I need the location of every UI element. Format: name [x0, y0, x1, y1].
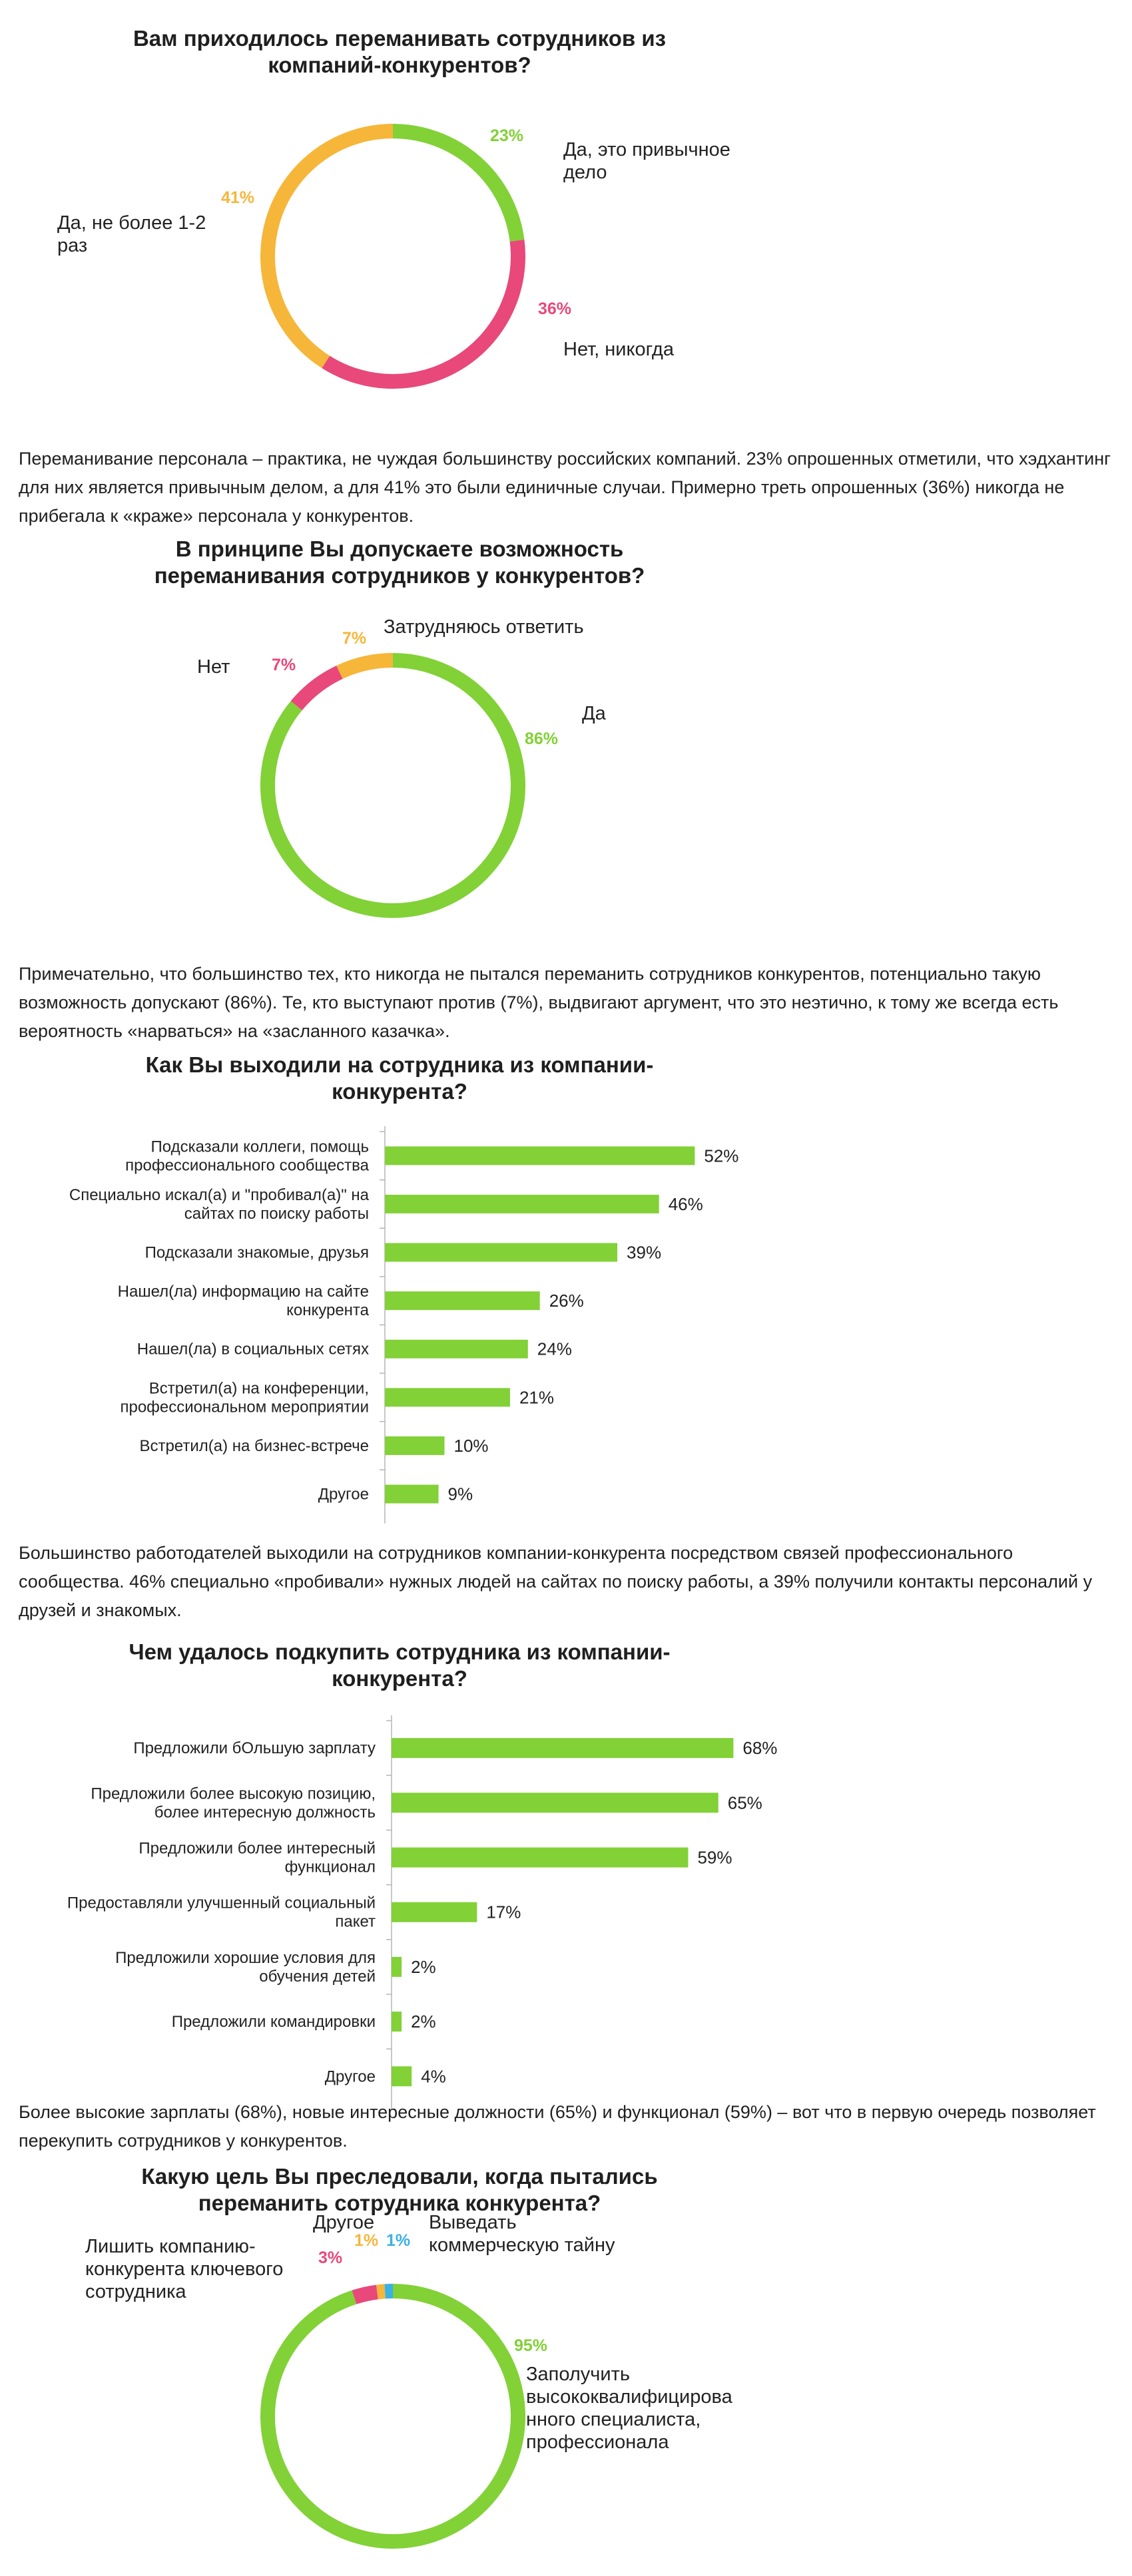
chart2-slice-pct: 7% — [342, 629, 367, 648]
bar-category-label: Встретил(а) на конференции, профессиональном мероприятии — [120, 1379, 369, 1416]
chart5-slice-label: Выведать коммерческую тайну — [429, 2212, 615, 2256]
bar-value-label: 39% — [627, 1242, 662, 1263]
donut-slice-2 — [354, 2292, 378, 2297]
bar-category-label: Специально искал(а) и "пробивал(а)" на сайтах по поиску работы — [69, 1185, 369, 1223]
bar-value-label: 9% — [447, 1484, 473, 1504]
chart5-title: Какую цель Вы преследовали, когда пытались переманить сотрудника конкурента? — [141, 2164, 658, 2215]
bar-value-label: 59% — [697, 1847, 732, 1868]
bar-category-label: Другое — [324, 2067, 376, 2086]
chart5-slice-label: Заполучить высококвалифицирова нного специалиста, профессионала — [526, 2364, 732, 2453]
bar-value-label: 10% — [453, 1435, 489, 1456]
bar-category-label: Другое — [318, 1485, 369, 1504]
bar-category-label: Предложили более высокую позицию, более интересную должность — [91, 1785, 376, 1822]
chart1-title: Вам приходилось переманивать сотрудников из компаний-конкурентов? — [133, 26, 667, 77]
bar-category-label: Предложили более интересный функционал — [139, 1839, 376, 1876]
chart5-slice-pct: 1% — [386, 2231, 411, 2250]
bar-category-label: Нашел(ла) информацию на сайте конкурента — [117, 1283, 369, 1320]
donut-slice-1 — [268, 2291, 518, 2541]
bar-category-label: Нашел(ла) в социальных сетях — [137, 1340, 369, 1359]
bar-category-label: Предложили бОльшую зарплату — [133, 1739, 376, 1758]
bar-value-label: 2% — [411, 2012, 436, 2032]
bar-value-label: 4% — [421, 2066, 446, 2087]
chart5-slice-label: Лишить компанию- конкурента ключевого сотрудника — [85, 2236, 284, 2302]
bar-category-label: Предоставляли улучшенный социальный пакет — [67, 1894, 376, 1931]
paragraph-2: Примечательно, что большинство тех, кто никогда не пытался переманить сотрудников конкурентов, потенциально такую возможность допускают (86%). Те, кто выступают против (7%), выдвигают аргумент, что это неэтично, к тому же всегда есть вероятность «нарваться» на «засланного казачка». — [19, 964, 1059, 1041]
bar-value-label: 26% — [549, 1291, 584, 1311]
chart1-slice-pct: 36% — [538, 300, 572, 318]
bar-value-label: 52% — [704, 1146, 739, 1166]
chart5-slice-pct: 3% — [318, 2249, 343, 2267]
chart1-slice-label: Да, это привычное дело — [563, 139, 730, 183]
bar-value-label: 21% — [519, 1387, 554, 1408]
bar-category-label: Подсказали коллеги, помощь профессионального сообщества — [125, 1138, 369, 1175]
paragraph-3: Большинство работодателей выходили на сотрудников компании-конкурента посредством связей профессионального сообщества. 46% специально «пробивали» нужных людей на сайтах по поиску работы, а 39% получили контакты персоналий у друзей и знакомых. — [19, 1543, 1093, 1620]
paragraph-1: Переманивание персонала – практика, не чуждая большинству российских компаний. 23% опрошенных отметили, что хэдхантинг для них является привычным делом, а для 41% это были единичные случаи. Примерно треть опрошенных (36%) никогда не прибегала к «краже» персонала у конкурентов. — [19, 449, 1111, 526]
bar-value-label: 2% — [411, 1956, 436, 1977]
bar-value-label: 46% — [668, 1193, 703, 1214]
chart1-slice-label: Да, не более 1-2 раз — [57, 212, 206, 256]
chart4-title: Чем удалось подкупить сотрудника из компании- конкурента? — [129, 1639, 671, 1691]
bar-category-label: Предложили хорошие условия для обучения детей — [115, 1948, 376, 1986]
bar-value-label: 68% — [742, 1738, 778, 1759]
chart2-slice-pct: 86% — [525, 730, 559, 748]
chart5-slice-pct: 1% — [354, 2231, 379, 2250]
chart3-title: Как Вы выходили на сотрудника из компании- конкурента? — [145, 1052, 654, 1104]
bar-category-label: Предложили командировки — [171, 2013, 376, 2032]
bar-category-label: Подсказали знакомые, друзья — [144, 1243, 369, 1262]
bar-category-label: Встретил(а) на бизнес-встрече — [139, 1436, 369, 1455]
chart2-title: В принципе Вы допускаете возможность переманивания сотрудников у конкурентов? — [154, 537, 645, 588]
bar-value-label: 65% — [727, 1793, 762, 1813]
bar-value-label: 17% — [486, 1902, 521, 1922]
chart2-slice-label: Да — [582, 703, 606, 724]
chart2-slice-label: Затрудняюсь ответить — [384, 616, 584, 638]
chart5-slice-pct: 95% — [514, 2336, 548, 2355]
chart1-slice-pct: 23% — [490, 126, 524, 145]
bar-value-label: 24% — [537, 1339, 572, 1359]
chart2-slice-label: Нет — [197, 656, 230, 678]
paragraph-4: Более высокие зарплаты (68%), новые интересные должности (65%) и функционал (59%) – вот что в первую очередь позволяет перекупить сотрудников у конкурентов. — [19, 2102, 1096, 2151]
donut-slice-3 — [377, 2291, 385, 2292]
chart5-slice-label: Другое — [313, 2212, 375, 2233]
chart1-slice-label: Нет, никогда — [563, 339, 674, 360]
chart2-slice-pct: 7% — [272, 656, 296, 674]
chart1-slice-pct: 41% — [221, 188, 255, 207]
